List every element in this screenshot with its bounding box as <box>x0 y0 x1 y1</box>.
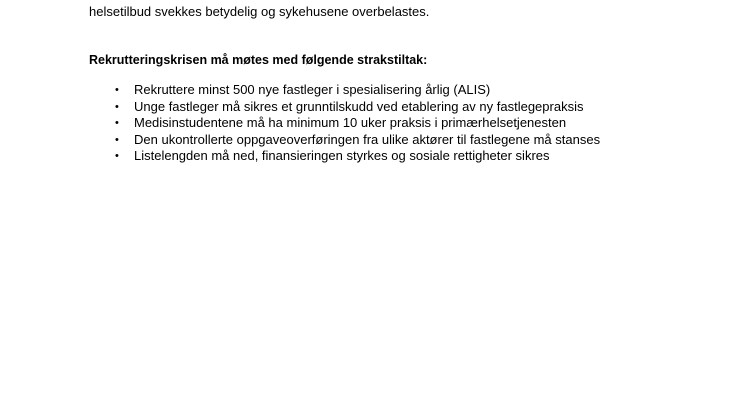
list-item-text: Medisinstudentene må ha minimum 10 uker praksis i primærhelsetjenesten <box>134 115 567 130</box>
bullet-icon: • <box>115 84 119 96</box>
bullet-icon: • <box>115 117 119 129</box>
intro-paragraph-tail: helsetilbud svekkes betydelig og sykehusene overbelastes. <box>89 4 430 19</box>
bullet-icon: • <box>115 100 119 113</box>
list-item-text: Rekruttere minst 500 nye fastleger i spesialisering årlig (ALIS) <box>134 82 491 97</box>
list-item-text: Unge fastleger må sikres et grunntilskudd ved etablering av ny fastlegepraksis <box>134 98 584 114</box>
bullet-icon: • <box>115 150 119 162</box>
bullet-icon: • <box>115 133 119 146</box>
measures-heading: Rekrutteringskrisen må møtes med følgende strakstiltak: <box>89 53 428 67</box>
list-item-text: Den ukontrollerte oppgaveoverføringen fra ulike aktører til fastlegene må stanses <box>134 131 601 147</box>
list-item-text: Listelengden må ned, finansieringen styrkes og sosiale rettigheter sikres <box>134 148 550 163</box>
